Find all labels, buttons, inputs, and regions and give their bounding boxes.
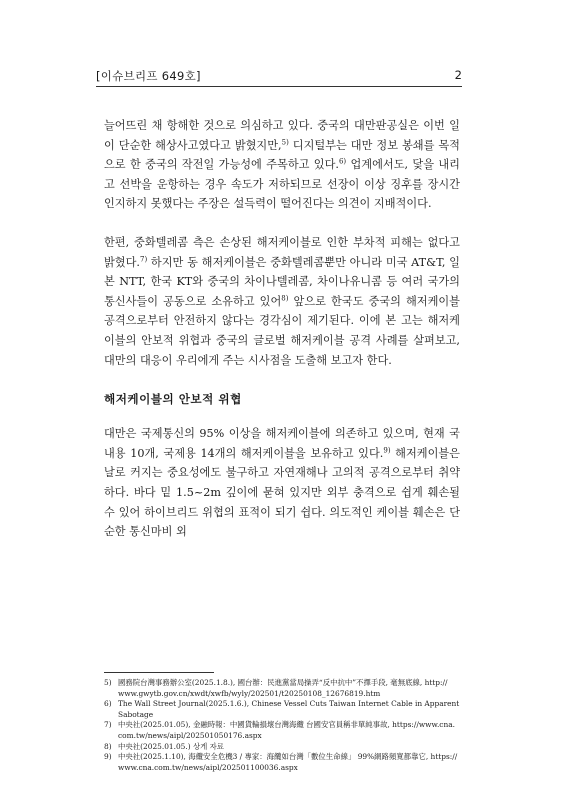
footnote-ref: 8): [281, 294, 289, 303]
page-header: [96, 66, 462, 87]
footnote-ref: 7): [139, 254, 148, 263]
footnote-ref: 9): [383, 445, 391, 454]
paragraph-text: 업계에서도, 닻을 내리고 선박을 운항하는 경우 속도가 저하되므로 선장이 이상 징후를 장시간 인지하지 못했다는 주장은 설득력이 떨어진다는 의견이 지배적이다.: [104, 158, 460, 211]
paragraph-text: 대만은 국제통신의 95% 이상을 해저케이블에 의존하고 있으며, 현재 국내용 10개, 국제용 14개의 해저케이블을 보유하고 있다.: [104, 427, 460, 460]
paragraph-text: 늘어뜨린 채 항해한 것으로 의심하고 있다. 중국의 대만판공실은 이번 일이 단순한 해상사고였다고 밝혔지만,: [104, 119, 460, 152]
footnote-ref: 6): [338, 157, 347, 166]
paragraph: [104, 424, 460, 542]
footnote: [104, 699, 460, 720]
footnote: [104, 720, 460, 741]
footnote: [104, 678, 460, 699]
paragraph-text: 디지털부는 대만 정보 봉쇄를 목적으로 한 중국의 작전일 가능성에 주목하고 있다.: [104, 138, 460, 172]
footnote-link[interactable]: www.gwytb.gov.cn/xwdt/xwfb/wyly/202501/t20250108_12676819.htm: [118, 688, 381, 698]
paragraph-text: 하지만 동 해저케이블은 중화텔레콤뿐만 아니라 미국 AT&T, 일본 NTT, 한국 KT와 중국의 차이나텔레콤, 차이나유니콤 등 여러 국가의 통신사들이 공동으로 소유하고 있어: [104, 255, 460, 308]
footnote-number: 7): [104, 720, 112, 730]
footnote-text: 中央社(2025.01.05.) 상게 자료: [118, 741, 224, 751]
paragraph: [104, 233, 460, 370]
footnote-text: 中央社(2025.1.10), 海纜安全危機3 / 專家：海纜如台灣「數位生命線」 99%網路頻寬都靠它, https://: [118, 752, 458, 762]
footnote-link[interactable]: com.tw/news/aipl/202501050176.aspx: [118, 730, 262, 740]
footnote-link[interactable]: www.cna.com.tw/news/aipl/202501100036.aspx: [118, 762, 298, 772]
footnote-text: 國務院台灣事務辦公室(2025.1.8.), 國台辦：民進黨當局操弄“反中抗中”不擇手段, 毫無底線, http://: [118, 678, 448, 687]
footnotes: [104, 678, 460, 773]
paragraph: [104, 116, 460, 214]
section-heading: 해저케이블의 안보적 위협: [104, 392, 242, 407]
footnote: [104, 752, 460, 773]
footnote-divider: [104, 672, 214, 673]
footnote-text: 中央社(2025.01.05), 金融時報：中國貨輪損壞台灣海纜 台國安官員稱非單純事故, https://www.cna.: [118, 720, 455, 730]
footnote-number: 9): [104, 752, 112, 762]
footnote-ref: 5): [281, 137, 289, 146]
article-body: [104, 116, 460, 542]
footnote-text-continued: Sabotage: [118, 709, 154, 719]
footnote-number: 5): [104, 678, 112, 687]
paragraph-text: 한편, 중화텔레콤 측은 손상된 해저케이블로 인한 부차적 피해는 없다고 밝혔다.: [104, 235, 460, 269]
footnote-number: 8): [104, 741, 112, 751]
page-number: 2: [454, 68, 462, 82]
footnote-text: The Wall Street Journal(2025.1.6.), Chinese Vessel Cuts Taiwan Internet Cable in Apparent: [118, 699, 460, 709]
footnote-number: 6): [104, 699, 112, 709]
paragraph-text: 해저케이블은 날로 커지는 중요성에도 불구하고 자연재해나 고의적 공격으로부터 취약하다. 바다 밑 1.5~2m 깊이에 묻혀 있지만 외부 충격으로 쉽게 훼손될 수 있어 하이브리드 위협의 표적이 되기 쉽다. 의도적인 케이블 훼손은 단순한 통신마비 외: [104, 446, 460, 539]
footnote: [104, 742, 460, 753]
paragraph-text: 앞으로 한국도 중국의 해저케이블 공격으로부터 안전하지 않다는 경각심이 제기된다. 이에 본 고는 해저케이블의 안보적 위협과 중국의 글로벌 해저케이블 공격 사례를 살펴보고, 대만의 대응이 우리에게 주는 시사점을 도출해 보고자 한다.: [104, 294, 460, 367]
issue-brief-title: [이슈브리프 649호]: [96, 69, 201, 83]
